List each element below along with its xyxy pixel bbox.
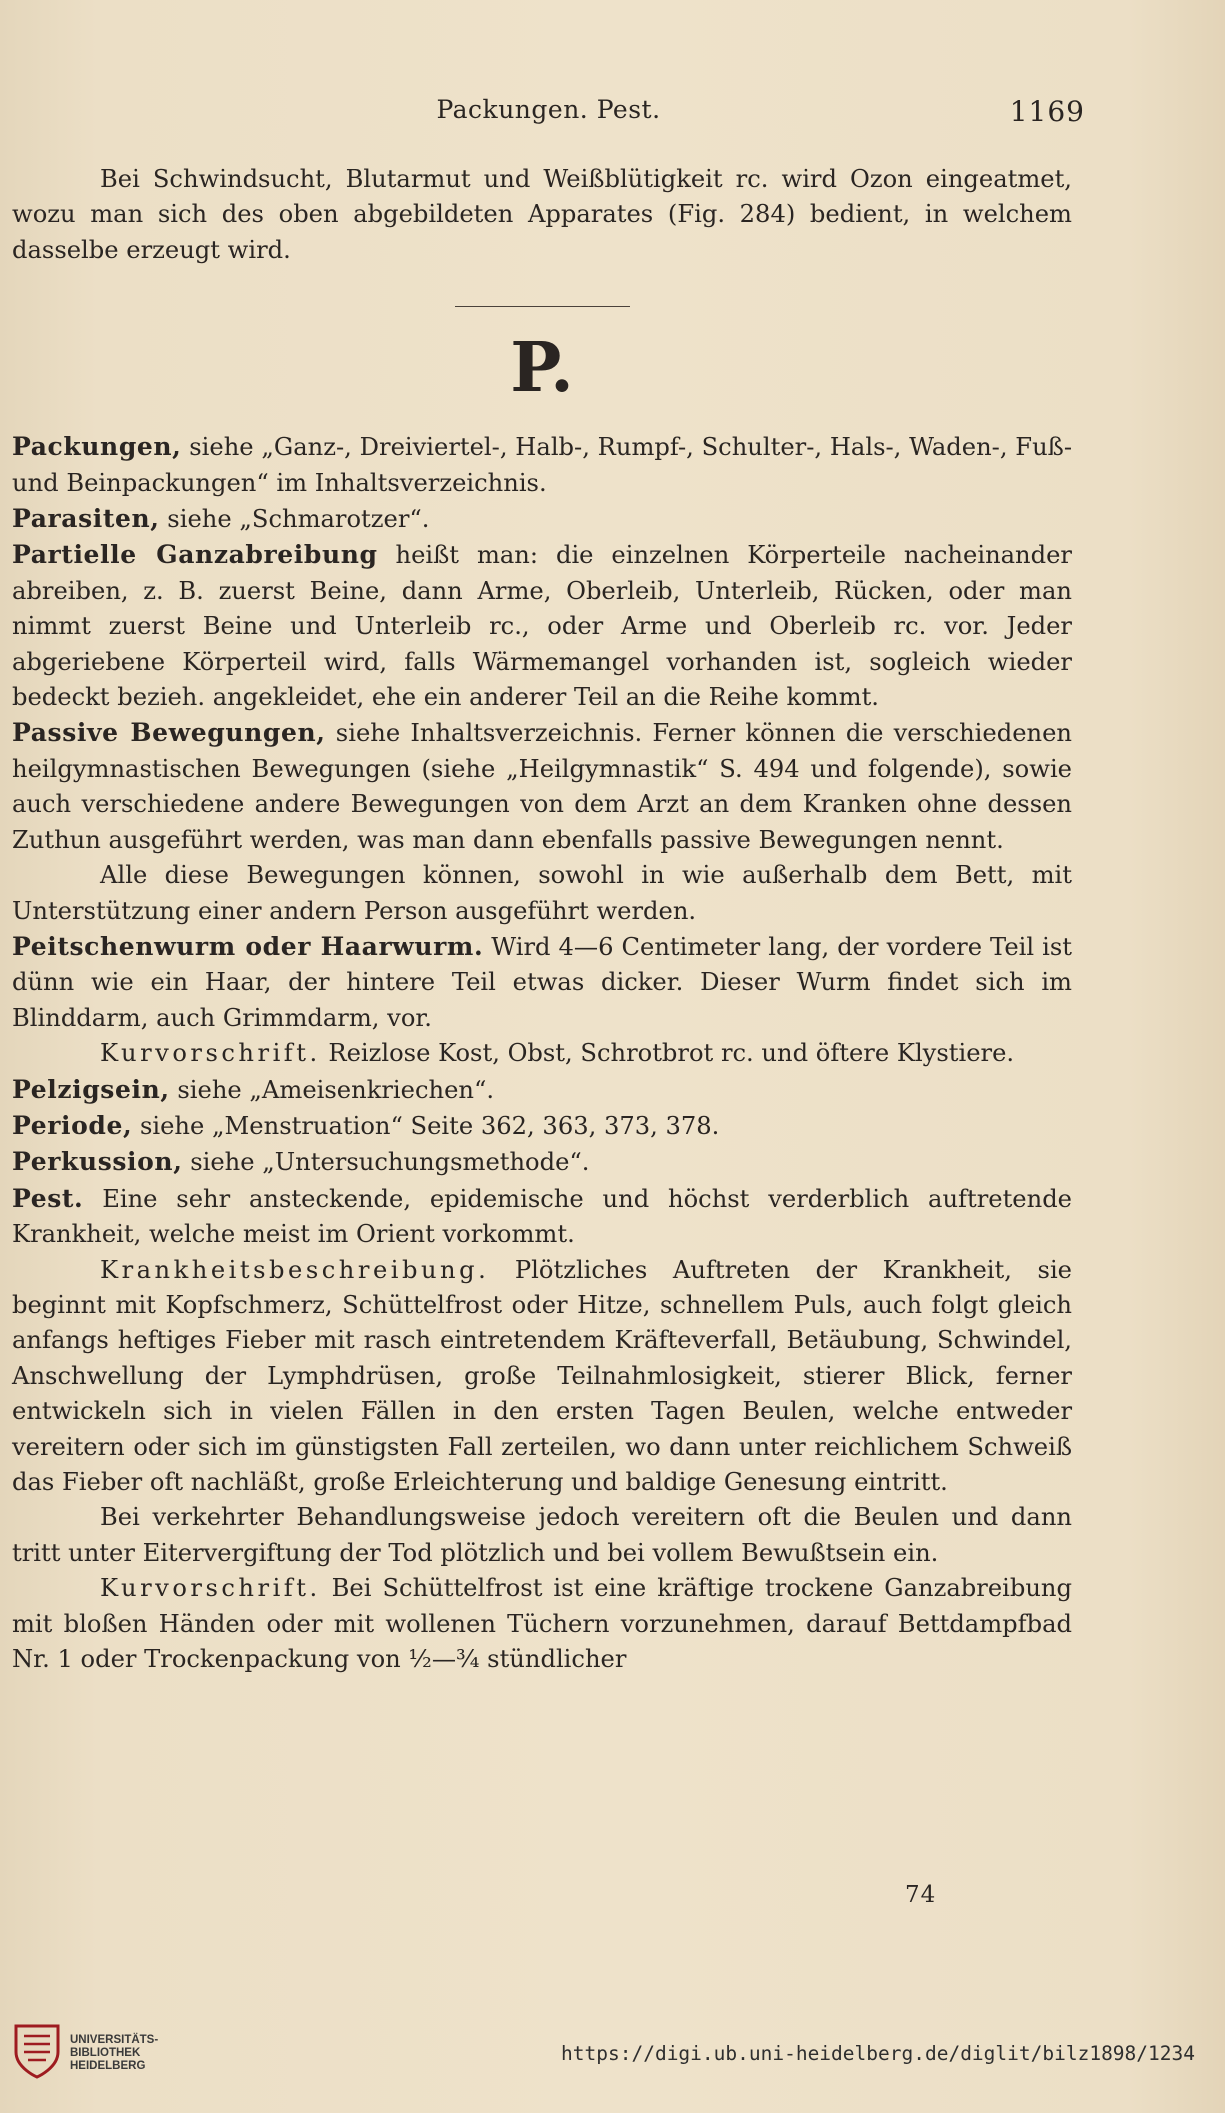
entry-paragraph	[12, 1144, 1072, 1180]
entry-text: Eine sehr ansteckende, epidemische und höchst verderblich auftretende Krankheit, welche meist im Orient vorkommt.	[12, 1184, 1072, 1249]
entry-text: siehe „Ameisenkriechen“.	[169, 1075, 495, 1104]
entry-text: siehe „Menstruation“ Seite 362, 363, 373, 378.	[132, 1111, 720, 1140]
entry-term: Partielle Ganzabreibung	[12, 540, 378, 570]
intro-paragraph: Bei Schwindsucht, Blutarmut und Weißblütigkeit rc. wird Ozon eingeatmet, wozu man sich des oben abgebildeten Apparates (Fig. 284) bedient, in welchem dasselbe erzeugt wird.	[12, 165, 1072, 264]
library-name-line: BIBLIOTHEK	[70, 2047, 141, 2059]
entry-paragraph	[12, 537, 1072, 715]
entry-paragraph	[12, 1072, 1072, 1108]
signature-mark: 74	[905, 1882, 937, 1908]
entry-text: siehe „Schmarotzer“.	[159, 505, 430, 534]
page-number: 1169	[1009, 95, 1085, 128]
entry-term: Parasiten,	[12, 504, 160, 534]
entry-text: Wird 4—6 Centimeter lang, der vordere Teil ist dünn wie ein Haar, der hintere Teil etwas dicker. Dieser Wurm findet sich im Blinddarm, auch Grimmdarm, vor.	[12, 932, 1072, 1032]
entry-text: heißt man: die einzelnen Körperteile nacheinander abreiben, z. B. zuerst Beine, dann Arme, Oberleib, Unterleib, Rücken, oder man nimmt zuerst Beine und Unterleib rc., oder Arme und Oberleib rc. vor. Jeder abgeriebene Körperteil wird, falls Wärmemangel vorhanden ist, sogleich wieder bedeckt bezieh. angekleidet, ehe ein anderer Teil an die Reihe kommt.	[12, 541, 1072, 712]
entry-paragraph	[12, 858, 1072, 929]
library-name	[70, 2034, 158, 2073]
entry-text: siehe Inhaltsverzeichnis. Ferner können die verschiedenen heilgymnastischen Bewegungen (siehe „Heilgymnastik“ S. 494 und folgende), sowie auch verschiedene andere Bewegungen von dem Arzt an dem Kranken ohne dessen Zuthun ausgeführt werden, was man dann ebenfalls passive Bewegungen nennt.	[12, 719, 1073, 854]
entry-term: Passive Bewegungen,	[12, 718, 326, 748]
entry-list	[12, 429, 1072, 1677]
entry-spaced-heading: Kurvorschrift.	[100, 1574, 321, 1603]
page-footer	[0, 2020, 1225, 2090]
entry-text: siehe „Untersuchungsmethode“.	[182, 1148, 590, 1177]
entry-paragraph	[12, 1036, 1072, 1071]
entry-term: Peitschenwurm oder Haarwurm.	[12, 931, 484, 961]
entry-text: Bei Schüttelfrost ist eine kräftige trockene Ganzabreibung mit bloßen Händen oder mit wollenen Tüchern vorzunehmen, darauf Bettdampfbad Nr. 1 oder Trockenpackung von ½—¾ stündlicher	[12, 1574, 1072, 1674]
section-letter: P.	[510, 328, 574, 409]
body-text	[12, 162, 1072, 1677]
library-name-line: UNIVERSITÄTS-	[70, 2034, 159, 2046]
running-head: Packungen. Pest.	[436, 95, 661, 124]
entry-paragraph	[12, 1108, 1072, 1144]
entry-paragraph	[12, 1181, 1072, 1253]
entry-text: Bei verkehrter Behandlungsweise jedoch vereitern oft die Beulen und dann tritt unter Eitervergiftung der Tod plötzlich und bei vollem Bewußtsein ein.	[12, 1503, 1072, 1567]
entry-paragraph	[12, 715, 1072, 858]
entry-spaced-heading: Kurvorschrift.	[100, 1039, 321, 1068]
library-logo-icon	[12, 2022, 62, 2080]
section-divider	[455, 306, 630, 307]
entry-term: Packungen,	[12, 432, 182, 462]
entry-term: Periode,	[12, 1110, 133, 1140]
source-url-link[interactable]: https://digi.ub.uni-heidelberg.de/diglit/bilz1898/1234	[561, 2042, 1195, 2065]
entry-paragraph	[12, 1500, 1072, 1571]
entry-term: Perkussion,	[12, 1147, 183, 1177]
entry-paragraph	[12, 501, 1072, 537]
library-name-line: HEIDELBERG	[70, 2060, 146, 2072]
entry-text: Alle diese Bewegungen können, sowohl in wie außerhalb dem Bett, mit Unterstützung einer andern Person ausgeführt werden.	[12, 861, 1072, 925]
entry-spaced-heading: Krankheitsbeschreibung.	[100, 1255, 490, 1284]
entry-text: Reizlose Kost, Obst, Schrotbrot rc. und öftere Klystiere.	[320, 1039, 1015, 1068]
entry-paragraph	[12, 929, 1072, 1036]
entry-term: Pelzigsein,	[12, 1074, 170, 1104]
entry-paragraph	[12, 429, 1072, 501]
page-header	[12, 95, 1085, 135]
entry-paragraph	[12, 1571, 1072, 1677]
entry-term: Pest.	[12, 1183, 84, 1213]
entry-paragraph	[12, 1253, 1072, 1501]
entry-text: Plötzliches Auftreten der Krankheit, sie beginnt mit Kopfschmerz, Schüttelfrost oder Hitze, schnellem Puls, auch folgt gleich anfangs heftiges Fieber mit rasch eintretendem Kräfteverfall, Betäubung, Schwindel, Anschwellung der Lymphdrüsen, große Teilnahmlosigkeit, stierer Blick, ferner entwickeln sich in vielen Fällen in den ersten Tagen Beulen, welche entweder vereitern oder sich im günstigsten Fall zerteilen, wo dann unter reichlichem Schweiß das Fieber oft nachläßt, große Erleichterung und baldige Genesung eintritt.	[12, 1255, 1072, 1496]
entry-text: siehe „Ganz-, Dreiviertel-, Halb-, Rumpf-, Schulter-, Hals-, Waden-, Fuß- und Beinpackungen“ im Inhaltsverzeichnis.	[12, 433, 1072, 497]
